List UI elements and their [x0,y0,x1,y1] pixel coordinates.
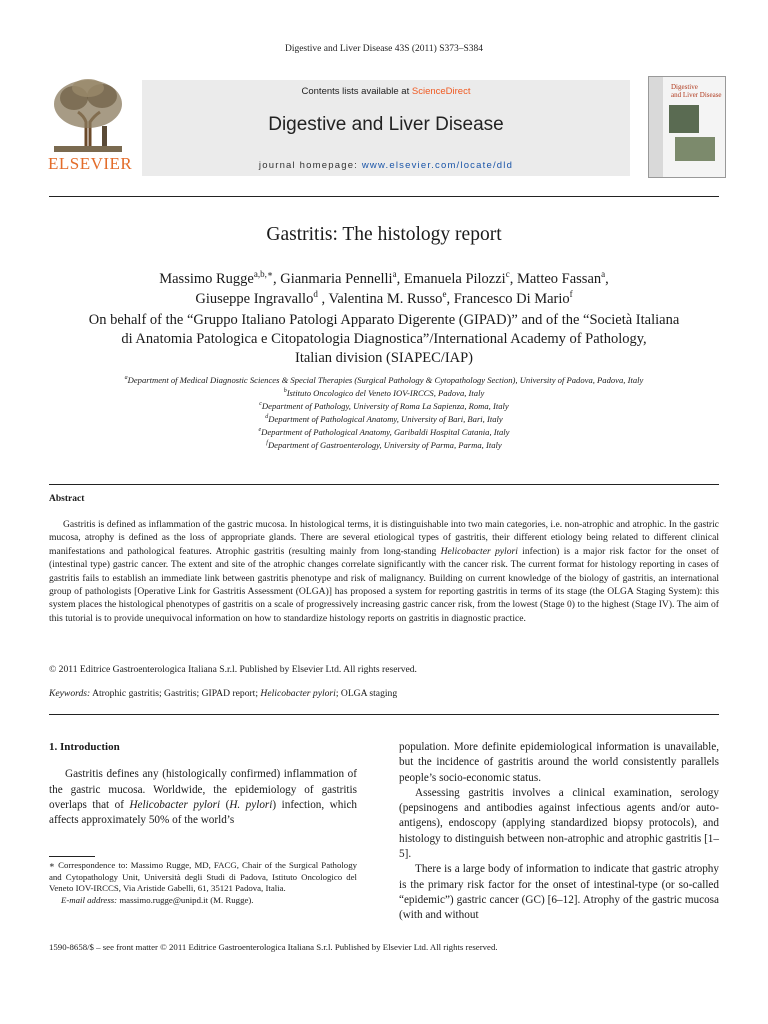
collaboration-line: Italian division (SIAPEC/IAP) [294,350,474,366]
body-right-column [399,740,719,924]
affiliation: $^a$Department of Medical Diagnostic Sciences & Special Therapies (Surgical Pathology & Cytopathology Section), University of Padova, Padova, Italy [124,374,644,385]
author: Francesco Di Mario$^f$ [453,289,573,307]
homepage-prefix: journal homepage: [258,160,362,171]
cover-image-top [669,105,699,133]
email-line: E-mail address: massimo.rugge@unipd.it (M. Rugge). [61,894,254,905]
sciencedirect-link[interactable]: ScienceDirect [411,86,471,97]
banner-center-panel [142,80,630,176]
body-paragraph: population. More definite epidemiological information is unavailable, but the incidence of gastritis around the world consistently parallels people’s socio-economic status. [399,741,719,784]
collaboration-statement [40,311,728,368]
homepage-link[interactable]: www.elsevier.com/locate/dld [361,160,514,171]
correspondence-footnote [49,860,357,906]
cover-title-line1: Digestive [671,83,698,91]
correspondence-text: ∗ Correspondence to: Massimo Rugge, MD, FACG, Chair of the Surgical Pathology and Cytopathology Unit, Università degli Studi di Padova, Istituto Oncologico del Veneto IOV-IRCCS, Via Aristide Gabelli, 61, 35121 Padova, Italia. [49,860,357,893]
journal-banner [48,76,728,186]
journal-homepage [142,160,630,171]
section-heading-introduction: 1. Introduction [49,741,120,753]
journal-name: Digestive and Liver Disease [268,114,504,135]
cover-title [671,83,722,99]
author: Giuseppe Ingravallo$^d$ , [195,289,329,307]
header-rule [49,196,719,197]
article-title: Gastritis: The histology report [266,224,502,245]
collaboration-line: On behalf of the “Gruppo Italiano Patologi Apparato Digerente (GIPAD)” and of the “Società Italiana [88,312,680,328]
journal-cover-thumbnail [648,76,726,178]
contents-available [142,86,630,97]
keywords-label: Keywords: [49,688,91,699]
author: Matteo Fassan$^a$, [516,269,609,287]
elsevier-tree-logo [48,76,133,176]
author: Emanuela Pilozzi$^c$, [403,269,517,287]
affiliation: $^e$Department of Pathological Anatomy, Garibaldi Hospital Catania, Italy [258,427,510,438]
affiliation: $^c$Department of Pathology, University of Roma La Sapienza, Roma, Italy [259,400,509,411]
cover-strip [649,77,663,177]
elsevier-wordmark: ELSEVIER [48,154,133,173]
affiliation: $^d$Department of Pathological Anatomy, University of Bari, Bari, Italy [265,414,503,425]
abstract-heading: Abstract [49,494,85,504]
collaboration-line: di Anatomia Patologica e Citopatologia Diagnostica”/International Academy of Pathology, [121,331,647,347]
authors-line-2 [0,284,768,309]
keywords: Keywords: Atrophic gastritis; Gastritis; GIPAD report; Helicobacter pylori; OLGA staging [49,688,398,699]
cover-image-bottom [675,137,715,161]
tree-icon [48,76,128,154]
contents-prefix: Contents lists available at [301,86,412,97]
abstract-copyright: © 2011 Editrice Gastroenterologica Italiana S.r.l. Published by Elsevier Ltd. All rights reserved. [49,664,417,675]
abstract-body: Gastritis is defined as inflammation of the gastric mucosa. In histological terms, it is distinguishable into two main categories, i.e. non-atrophic and atrophic. In the gastric mucosa, atrophy is defined as the loss of appropriate glands. There are several etiological types of gastritis, their different etiology being related to different clinical manifestations and pathological features. Atrophic gastritis (resulting mainly from long-standing Helicobacter pylori infection) is a major risk factor for the onset of (intestinal type) gastric cancer. The extent and site of the atrophic changes correlate significantly with the cancer risk. The current format for histology reporting in cases of gastritis fails to establish an immediate link between gastritis phenotype and risk of malignancy. Building on current knowledge of the biology of gastritis, an international group of pathologists [Operative Link for Gastritis Assessment (OLGA)] has proposed a system for reporting gastritis in terms of its stage (the OLGA Staging System): this system places the histological phenotypes of gastritis on a scale of progressively increasing gastric cancer risk, from the lowest (Stage 0) to the highest (Stage IV). The aim of this tutorial is to provide unequivocal information on how to standardize histology reports on gastritis in diagnostic practice. [49,519,719,624]
author: Valentina M. Russo$^e$, [328,289,454,307]
body-paragraph: There is a large body of information to indicate that gastric atrophy is the primary risk factor for the onset of intestinal-type (or so-called “epidemic”) gastric cancer (GC) [6–12]. Atrophy of the gastric mucosa (with and without [399,863,719,922]
email-address[interactable]: massimo.rugge@unipd.it (M. Rugge). [117,894,254,905]
affiliations [0,373,768,451]
body-paragraph: Gastritis defines any (histologically confirmed) inflammation of the gastric mucosa. Worldwide, the epidemiology of gastritis overlaps that of Helicobacter pylori (H. pylori) infection, which affects approximately 50% of the world’s [49,768,358,827]
abstract-top-rule [49,484,719,485]
affiliation: $^f$Department of Gastroenterology, University of Parma, Parma, Italy [266,440,502,451]
body-paragraph: Assessing gastritis involves a clinical examination, serology (pepsinogens and antibodies against infectious agents and/or auto-antigens), endoscopy (applying standardized biopsy protocols), and histology to distinguish between non-atrophic and atrophic gastritis [1–5]. [399,786,719,861]
author: Gianmaria Pennelli$^a$, [280,269,404,287]
running-head: Digestive and Liver Disease 43S (2011) S373–S384 [284,44,484,54]
author: Massimo Rugge$^{a,b,∗}$, [159,269,281,287]
footnote-rule [49,856,95,857]
affiliation: $^b$Istituto Oncologico del Veneto IOV-IRCCS, Padova, Italy [283,387,485,398]
body-left-column [49,740,357,828]
cover-title-line2: and Liver Disease [671,91,722,99]
page-footer: 1590-8658/$ – see front matter © 2011 Editrice Gastroenterologica Italiana S.r.l. Published by Elsevier Ltd. All rights reserved. [49,942,498,952]
abstract-bottom-rule [49,714,719,715]
